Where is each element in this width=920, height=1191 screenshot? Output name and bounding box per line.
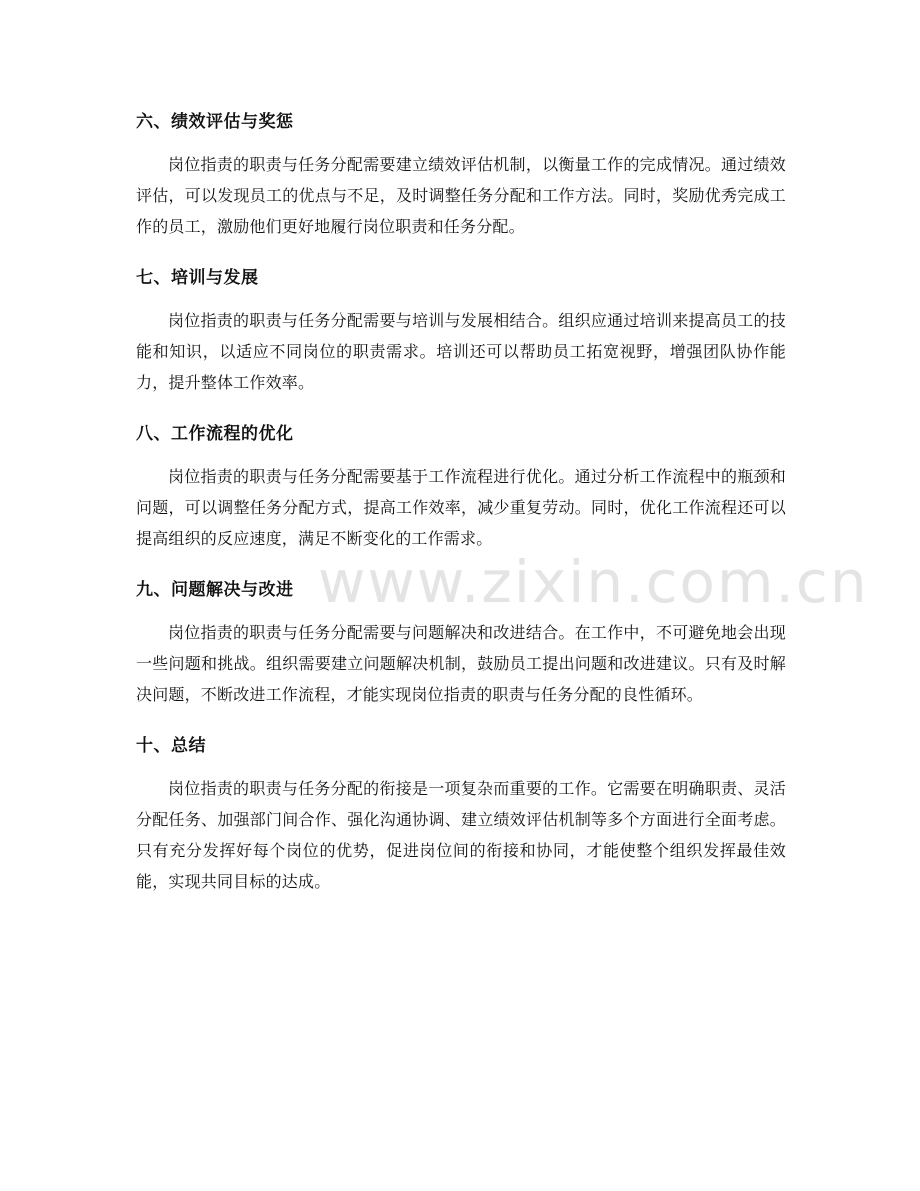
section-paragraph: 岗位指责的职责与任务分配需要建立绩效评估机制，以衡量工作的完成情况。通过绩效评估，可以发现员工的优点与不足，及时调整任务分配和工作方法。同时，奖励优秀完成工作的员工，激励他们更好地履行岗位职责和任务分配。 <box>136 155 786 236</box>
section-heading: 七、培训与发展 <box>136 268 259 288</box>
section-paragraph: 岗位指责的职责与任务分配需要基于工作流程进行优化。通过分析工作流程中的瓶颈和问题，可以调整任务分配方式，提高工作效率，减少重复劳动。同时，优化工作流程还可以提高组织的反应速度，满足不断变化的工作需求。 <box>136 467 786 548</box>
section-heading: 九、问题解决与改进 <box>136 580 294 600</box>
section-paragraph: 岗位指责的职责与任务分配的衔接是一项复杂而重要的工作。它需要在明确职责、灵活分配任务、加强部门间合作、强化沟通协调、建立绩效评估机制等多个方面进行全面考虑。只有充分发挥好每个岗位的优势，促进岗位间的衔接和协同，才能使整个组织发挥最佳效能，实现共同目标的达成。 <box>136 779 786 891</box>
section-performance-evaluation <box>136 104 786 242</box>
section-problem-solving <box>136 572 786 710</box>
section-summary <box>136 728 786 897</box>
section-workflow-optimization <box>136 416 786 554</box>
section-paragraph: 岗位指责的职责与任务分配需要与问题解决和改进结合。在工作中，不可避免地会出现一些问题和挑战。组织需要建立问题解决机制，鼓励员工提出问题和改进建议。只有及时解决问题，不断改进工作流程，才能实现岗位指责的职责与任务分配的良性循环。 <box>136 623 786 704</box>
watermark: www.zixin.com.cn <box>318 548 869 616</box>
document-content <box>136 104 786 897</box>
section-heading: 八、工作流程的优化 <box>136 424 294 444</box>
section-training-development <box>136 260 786 398</box>
section-paragraph: 岗位指责的职责与任务分配需要与培训与发展相结合。组织应通过培训来提高员工的技能和知识，以适应不同岗位的职责需求。培训还可以帮助员工拓宽视野，增强团队协作能力，提升整体工作效率。 <box>136 311 786 392</box>
section-heading: 十、总结 <box>136 736 206 756</box>
section-heading: 六、绩效评估与奖惩 <box>136 112 294 132</box>
